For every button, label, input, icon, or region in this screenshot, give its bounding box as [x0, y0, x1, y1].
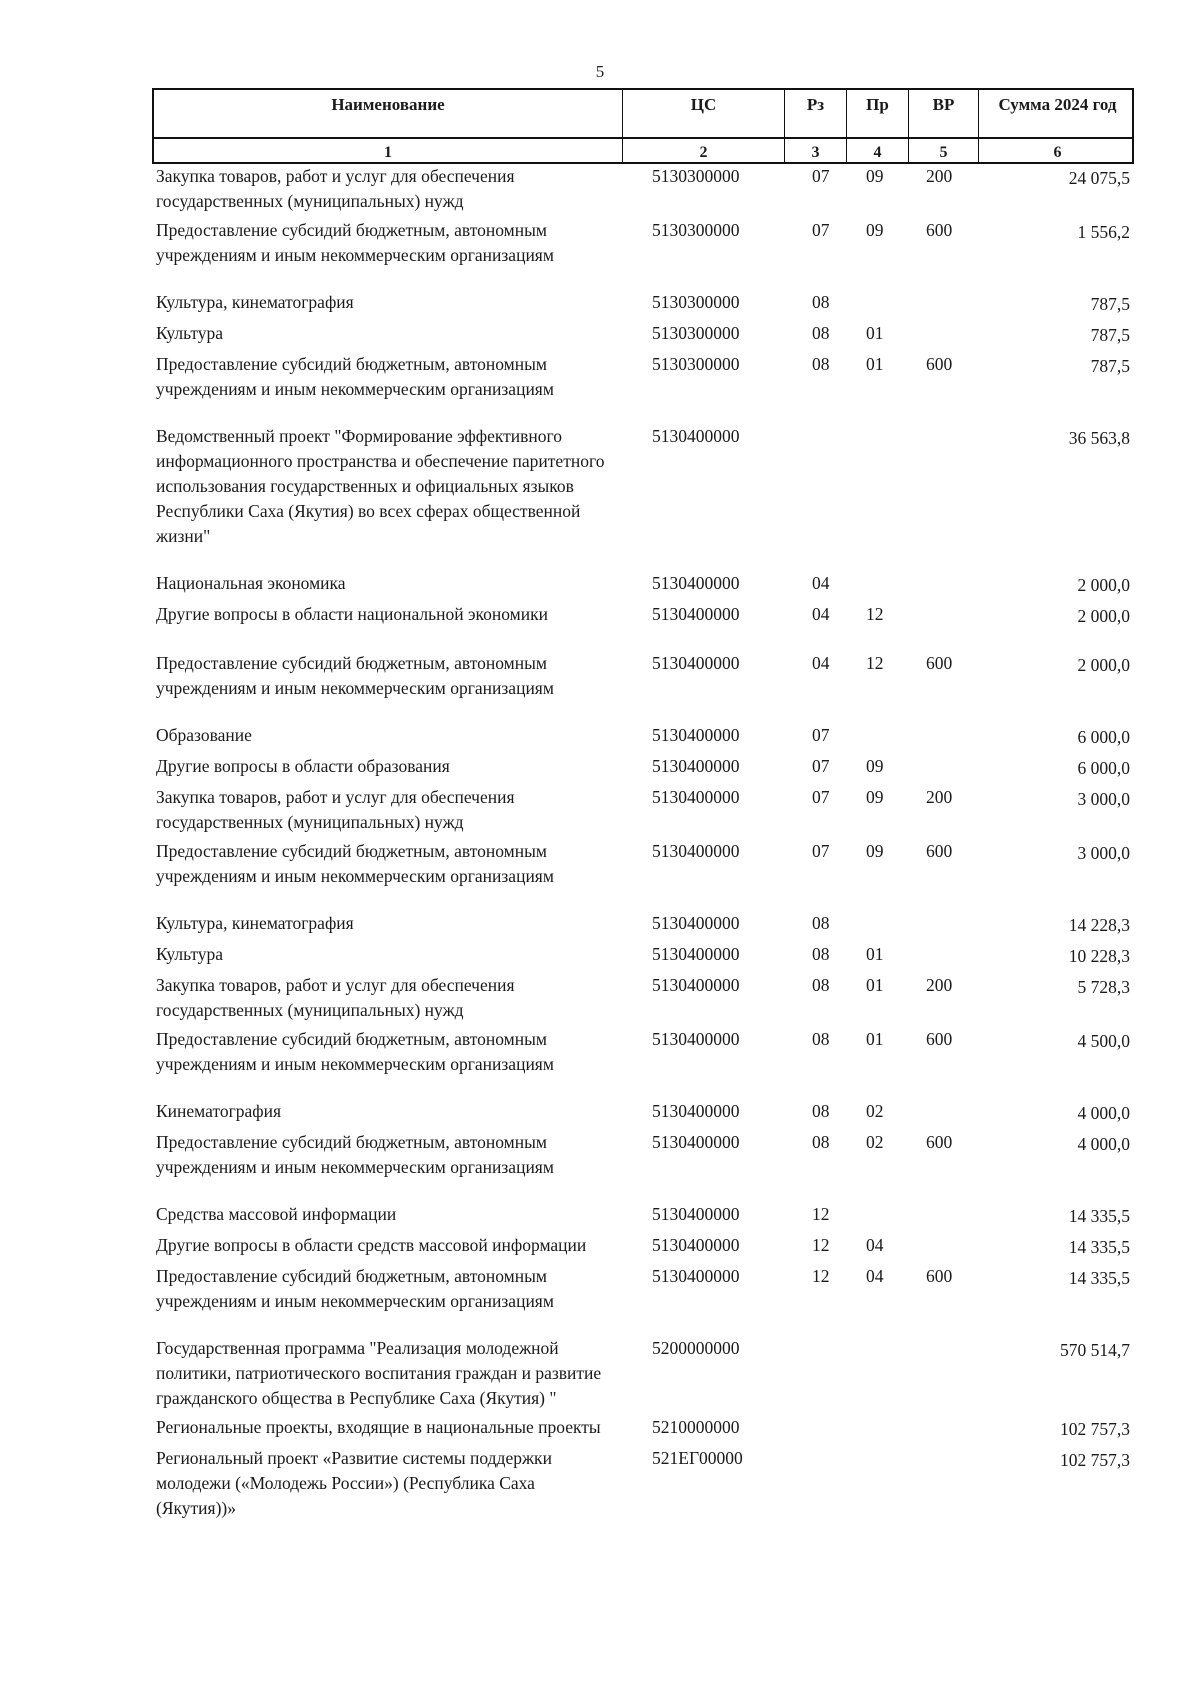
cell-name: Предоставление субсидий бюджетным, автономным учреждениям и иным некоммерческим организациям [156, 841, 554, 886]
cell-pr [844, 1415, 906, 1442]
cell-name: Средства массовой информации [156, 1204, 397, 1224]
cell-cs: 5200000000 [652, 1338, 740, 1358]
cell-sum: 10 228,3 [1068, 946, 1130, 966]
cell-rz: 08 [812, 975, 830, 995]
column-number: 6 [978, 139, 1136, 162]
cell-rz [782, 1415, 844, 1442]
cell-rz: 07 [812, 841, 830, 861]
cell-pr: 12 [866, 604, 884, 624]
cell-name: Национальная экономика [156, 573, 346, 593]
header-name: Наименование [331, 95, 445, 114]
cell-name: Культура, кинематография [156, 913, 354, 933]
cell-name: Предоставление субсидий бюджетным, автономным учреждениям и иным некоммерческим организациям [156, 354, 554, 399]
cell-pr [844, 1202, 906, 1229]
cell-rz: 08 [812, 1101, 830, 1121]
table-row [152, 290, 1134, 317]
table-row [152, 1202, 1134, 1229]
cell-pr: 01 [866, 944, 884, 964]
cell-vr: 600 [926, 841, 953, 861]
table-row [152, 571, 1134, 598]
cell-vr: 600 [926, 1029, 953, 1049]
cell-vr [906, 942, 976, 969]
cell-sum: 787,5 [1090, 325, 1130, 345]
cell-pr [844, 911, 906, 938]
cell-pr: 01 [866, 1029, 884, 1049]
cell-cs: 5130400000 [652, 1235, 740, 1255]
table-row [152, 942, 1134, 969]
cell-rz [782, 1446, 844, 1521]
cell-sum: 6 000,0 [1077, 727, 1130, 747]
cell-rz [782, 424, 844, 549]
cell-vr [906, 911, 976, 938]
cell-rz: 07 [812, 725, 830, 745]
cell-name: Предоставление субсидий бюджетным, автономным учреждениям и иным некоммерческим организациям [156, 1132, 554, 1177]
cell-vr: 200 [926, 166, 953, 186]
cell-pr [844, 723, 906, 750]
cell-pr [844, 1446, 906, 1521]
cell-pr: 01 [866, 354, 884, 374]
cell-cs: 5130400000 [652, 1266, 740, 1286]
cell-vr: 600 [926, 1266, 953, 1286]
budget-table [152, 88, 1134, 1521]
header-sum: Сумма 2024 год [978, 90, 1136, 137]
cell-sum: 1 556,2 [1077, 222, 1130, 242]
cell-sum: 787,5 [1090, 356, 1130, 376]
cell-vr [906, 1336, 976, 1411]
cell-pr: 12 [866, 653, 884, 673]
cell-sum: 2 000,0 [1077, 575, 1130, 595]
cell-rz: 08 [812, 1029, 830, 1049]
cell-name: Предоставление субсидий бюджетным, автономным учреждениям и иным некоммерческим организациям [156, 1029, 554, 1074]
table-row [152, 1130, 1134, 1180]
table-row [152, 651, 1134, 701]
table-row [152, 1415, 1134, 1442]
cell-name: Закупка товаров, работ и услуг для обеспечения государственных (муниципальных) нужд [156, 166, 515, 211]
cell-cs: 5130400000 [652, 787, 740, 807]
cell-vr [906, 1233, 976, 1260]
cell-rz: 08 [812, 913, 830, 933]
cell-vr: 600 [926, 354, 953, 374]
cell-cs: 5210000000 [652, 1417, 740, 1437]
cell-sum: 14 335,5 [1068, 1237, 1130, 1257]
cell-name: Культура, кинематография [156, 292, 354, 312]
table-row [152, 164, 1134, 214]
cell-name: Закупка товаров, работ и услуг для обеспечения государственных (муниципальных) нужд [156, 787, 515, 832]
cell-vr [906, 1446, 976, 1521]
cell-rz: 04 [812, 604, 830, 624]
cell-rz: 07 [812, 220, 830, 240]
cell-cs: 5130400000 [652, 426, 740, 446]
cell-pr: 01 [866, 975, 884, 995]
table-row [152, 973, 1134, 1023]
page-number: 5 [595, 62, 605, 81]
cell-rz: 07 [812, 166, 830, 186]
table-row [152, 785, 1134, 835]
header-rz: Рз [784, 90, 846, 137]
table-row [152, 1027, 1134, 1077]
cell-cs: 5130300000 [652, 354, 740, 374]
cell-cs: 5130400000 [652, 725, 740, 745]
cell-rz: 12 [812, 1235, 830, 1255]
cell-pr [844, 1336, 906, 1411]
cell-vr: 200 [926, 787, 953, 807]
cell-sum: 4 500,0 [1077, 1031, 1130, 1051]
cell-name: Другие вопросы в области национальной экономики [156, 604, 548, 624]
cell-pr: 04 [866, 1235, 884, 1255]
cell-pr: 09 [866, 220, 884, 240]
cell-sum: 787,5 [1090, 294, 1130, 314]
cell-pr: 02 [866, 1101, 884, 1121]
cell-name: Предоставление субсидий бюджетным, автономным учреждениям и иным некоммерческим организациям [156, 1266, 554, 1311]
column-number: 2 [622, 139, 784, 162]
cell-rz: 08 [812, 944, 830, 964]
cell-pr: 01 [866, 323, 884, 343]
cell-rz: 04 [812, 573, 830, 593]
cell-cs: 5130400000 [652, 1029, 740, 1049]
cell-sum: 2 000,0 [1077, 606, 1130, 626]
table-header [152, 88, 1134, 137]
cell-vr: 600 [926, 220, 953, 240]
cell-cs: 5130300000 [652, 166, 740, 186]
table-row [152, 424, 1134, 549]
cell-sum: 4 000,0 [1077, 1103, 1130, 1123]
cell-name: Региональные проекты, входящие в национальные проекты [156, 1417, 601, 1437]
cell-name: Культура [156, 323, 224, 343]
column-number: 3 [784, 139, 846, 162]
cell-cs: 5130400000 [652, 1204, 740, 1224]
cell-name: Ведомственный проект "Формирование эффективного информационного пространства и обеспечение паритетного использования государственных и официальных языков Республики Саха (Якутия) во всех сферах общественной жизни" [156, 426, 605, 546]
cell-sum: 36 563,8 [1068, 428, 1130, 448]
cell-rz: 07 [812, 756, 830, 776]
cell-vr [906, 424, 976, 549]
cell-vr [906, 602, 976, 629]
cell-pr: 09 [866, 756, 884, 776]
cell-sum: 3 000,0 [1077, 843, 1130, 863]
cell-rz: 08 [812, 292, 830, 312]
cell-cs: 5130400000 [652, 756, 740, 776]
cell-name: Предоставление субсидий бюджетным, автономным учреждениям и иным некоммерческим организациям [156, 653, 554, 698]
cell-pr: 04 [866, 1266, 884, 1286]
cell-name: Кинематография [156, 1101, 282, 1121]
table-body [152, 164, 1134, 1521]
table-row [152, 1446, 1134, 1521]
cell-vr [906, 1415, 976, 1442]
cell-pr [844, 290, 906, 317]
cell-rz: 08 [812, 354, 830, 374]
cell-pr: 02 [866, 1132, 884, 1152]
header-cs: ЦС [622, 90, 784, 137]
table-row [152, 321, 1134, 348]
header-vr: ВР [908, 90, 978, 137]
cell-vr [906, 290, 976, 317]
column-number: 1 [384, 144, 392, 161]
cell-name: Культура [156, 944, 224, 964]
cell-vr [906, 723, 976, 750]
table-row [152, 839, 1134, 889]
table-row [152, 911, 1134, 938]
cell-pr [844, 571, 906, 598]
cell-cs: 5130400000 [652, 1101, 740, 1121]
cell-cs: 521ЕГ00000 [652, 1448, 743, 1468]
cell-cs: 5130400000 [652, 913, 740, 933]
table-row [152, 754, 1134, 781]
table-row [152, 1099, 1134, 1126]
table-row [152, 602, 1134, 629]
cell-cs: 5130400000 [652, 944, 740, 964]
cell-vr [906, 1202, 976, 1229]
cell-rz: 08 [812, 323, 830, 343]
cell-cs: 5130400000 [652, 653, 740, 673]
table-row [152, 218, 1134, 268]
cell-name: Закупка товаров, работ и услуг для обеспечения государственных (муниципальных) нужд [156, 975, 515, 1020]
cell-vr [906, 754, 976, 781]
cell-cs: 5130400000 [652, 604, 740, 624]
cell-name: Государственная программа "Реализация молодежной политики, патриотического воспитания граждан и развитие гражданского общества в Республике Саха (Якутия) " [156, 1338, 602, 1408]
cell-pr: 09 [866, 787, 884, 807]
cell-sum: 3 000,0 [1077, 789, 1130, 809]
cell-rz: 12 [812, 1204, 830, 1224]
cell-pr: 09 [866, 166, 884, 186]
table-row [152, 1264, 1134, 1314]
cell-rz: 07 [812, 787, 830, 807]
cell-name: Региональный проект «Развитие системы поддержки молодежи («Молодежь России») (Республика Саха (Якутия))» [156, 1448, 552, 1518]
column-number: 4 [846, 139, 908, 162]
cell-rz: 04 [812, 653, 830, 673]
cell-vr [906, 571, 976, 598]
table-row [152, 723, 1134, 750]
cell-vr [906, 1099, 976, 1126]
cell-vr: 200 [926, 975, 953, 995]
cell-rz [782, 1336, 844, 1411]
cell-name: Другие вопросы в области образования [156, 756, 450, 776]
cell-sum: 5 728,3 [1077, 977, 1130, 997]
table-row [152, 352, 1134, 402]
cell-sum: 2 000,0 [1077, 655, 1130, 675]
cell-name: Образование [156, 725, 252, 745]
table-row [152, 1233, 1134, 1260]
column-number: 5 [908, 139, 978, 162]
table-row [152, 1336, 1134, 1411]
cell-vr: 600 [926, 653, 953, 673]
cell-sum: 24 075,5 [1068, 168, 1130, 188]
cell-sum: 6 000,0 [1077, 758, 1130, 778]
header-pr: Пр [846, 90, 908, 137]
cell-cs: 5130400000 [652, 573, 740, 593]
cell-rz: 12 [812, 1266, 830, 1286]
cell-sum: 14 335,5 [1068, 1268, 1130, 1288]
column-numbers-row [152, 137, 1134, 164]
cell-name: Предоставление субсидий бюджетным, автономным учреждениям и иным некоммерческим организациям [156, 220, 554, 265]
cell-pr [844, 424, 906, 549]
cell-cs: 5130300000 [652, 220, 740, 240]
cell-cs: 5130300000 [652, 292, 740, 312]
cell-sum: 14 228,3 [1068, 915, 1130, 935]
cell-sum: 102 757,3 [1060, 1419, 1130, 1439]
cell-sum: 14 335,5 [1068, 1206, 1130, 1226]
cell-cs: 5130400000 [652, 1132, 740, 1152]
cell-vr: 600 [926, 1132, 953, 1152]
cell-cs: 5130300000 [652, 323, 740, 343]
cell-vr [906, 321, 976, 348]
cell-sum: 4 000,0 [1077, 1134, 1130, 1154]
cell-cs: 5130400000 [652, 975, 740, 995]
cell-rz: 08 [812, 1132, 830, 1152]
cell-cs: 5130400000 [652, 841, 740, 861]
cell-sum: 102 757,3 [1060, 1450, 1130, 1470]
cell-pr: 09 [866, 841, 884, 861]
cell-name: Другие вопросы в области средств массовой информации [156, 1235, 587, 1255]
cell-sum: 570 514,7 [1060, 1340, 1130, 1360]
